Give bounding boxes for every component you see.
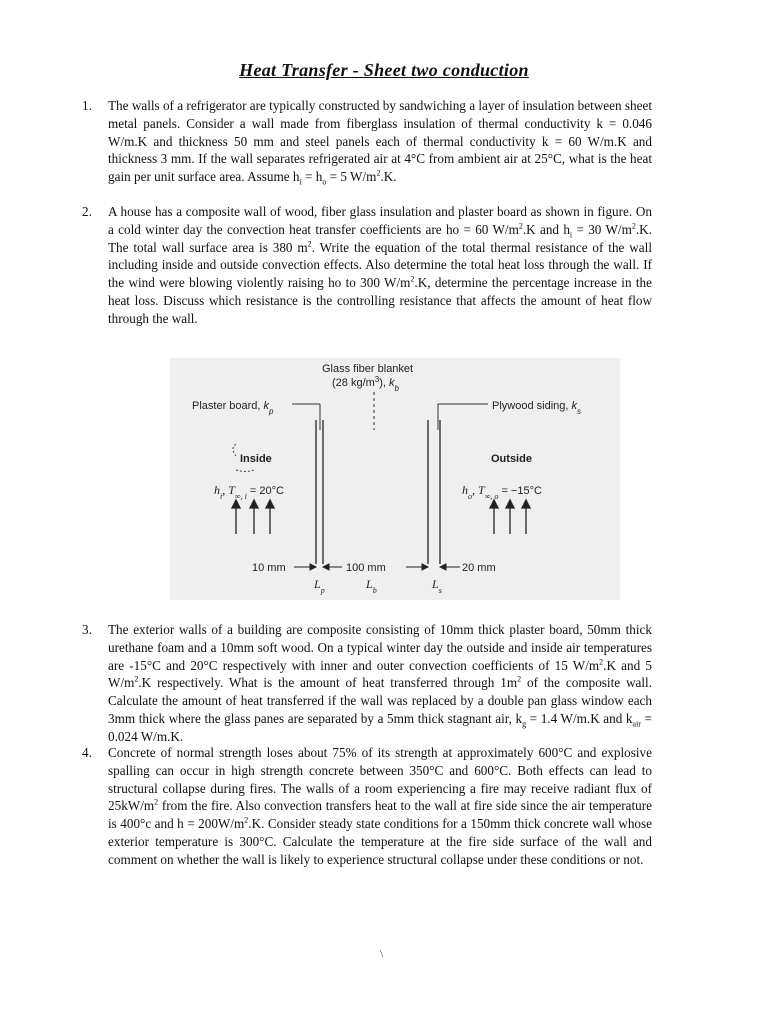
superscript: 2	[410, 274, 415, 284]
problem-number: 4.	[82, 745, 92, 760]
problem-text: = 5 W/m	[326, 169, 377, 185]
page-number: \	[380, 948, 384, 960]
problem-text: .K respectively. What is the amount of heat transferred through 1m	[138, 675, 518, 691]
problem-text: Concrete of normal strength loses about 75% of its strength at approximately 600°C and explosive spalling can occur in high strength concrete between 350°C and 600°C. Both effects can lead to structural collapse during fires. The walls of a room experiencing a fire may receive radiant flux of 25kW/m	[108, 745, 652, 814]
problem-3	[82, 621, 653, 746]
problem-text: .K and h	[522, 221, 570, 237]
problem-text: The exterior walls of a building are composite consisting of 10mm thick plaster board, 50mm thick urethane foam and a 10mm soft wood. On a typical winter day the outside and inside air temperatures are -15°C and 20°C respectively with inner and outer convection coefficients of 15 W/m	[108, 622, 652, 673]
problem-text: of the composite wall. Calculate the amount of heat transferred if the wall was replaced by a double pan glass window each 3mm thick where the glass panes are separated by a 5mm thick stagnant air, k	[108, 675, 653, 726]
wall-diagram	[170, 358, 620, 600]
dimension-glass: 100 mm	[346, 562, 386, 574]
composite-wall-figure	[170, 358, 620, 600]
inside-conditions: $h_i$, $T_{\infty, i} = 20^\circ C$	[214, 483, 284, 501]
superscript: 2	[518, 221, 523, 231]
subscript: i	[299, 177, 302, 187]
inside-label: Inside	[240, 453, 272, 465]
problem-text: from the fire. Also convection transfers heat to the wall at fire side since the air temperature is 400°c and h = 200W/m	[108, 798, 652, 832]
problem-text: .K, determine the percentage increase in the heat loss. Discuss which resistance is the controlling resistance that affects the amount of heat flow through the wall.	[108, 275, 653, 326]
problem-text: .K.	[380, 169, 397, 185]
problem-1	[82, 97, 652, 187]
subscript: g	[522, 719, 527, 729]
problem-text: .K and 5 W/m	[108, 657, 652, 691]
problem-text: = 30 W/m	[572, 221, 632, 237]
problem-text: .K. The total wall surface area is 380 m	[108, 221, 652, 255]
problem-text: .K. Consider steady state conditions for a 150mm thick concrete wall whose exterior temperature is 300°C. Calculate the temperature at the fire side surface of the wall and comment on whether the wall is likely to experience structural collapse under these conditions or not.	[108, 816, 652, 867]
outside-label: Outside	[491, 453, 532, 465]
glass-fiber-density-label: (28 $kg/m^3$), $k_b$	[332, 374, 399, 393]
glass-fiber-label: Glass fiber blanket	[322, 363, 414, 375]
subscript: i	[569, 230, 573, 240]
dimension-plaster: 10 mm	[252, 562, 286, 574]
outside-flow-arrows	[490, 500, 530, 534]
superscript: 2	[376, 168, 381, 178]
superscript: 2	[517, 675, 522, 684]
problem-text: . Write the equation of the total thermal resistance of the wall including inside and outside convection effects. Also determine the total heat loss through the wall. If the wind were blowing violently raising ho to 300 W/m	[108, 239, 652, 291]
label-L-b: $L_b$	[366, 577, 377, 595]
inside-flow-arrows	[232, 500, 274, 534]
problem-text: = 1.4 W/m.K and k	[526, 710, 633, 726]
problem-2	[82, 203, 653, 328]
superscript: 2	[154, 798, 159, 807]
problem-number: 3.	[82, 622, 92, 637]
subscript: o	[322, 177, 327, 187]
label-L-p: $L_p$	[314, 577, 325, 595]
outside-conditions: $h_o$, $T_{\infty, o} = -15^\circ C$	[462, 483, 542, 501]
problem-text: A house has a composite wall of wood, fiber glass insulation and plaster board as shown in figure. On a cold winter day the convection heat transfer coefficients are ho = 60 W/m	[108, 204, 652, 237]
superscript: 2	[631, 221, 636, 231]
dimension-plywood: 20 mm	[462, 562, 496, 574]
problem-text: The walls of a refrigerator are typically constructed by sandwiching a layer of insulation between sheet metal panels. Consider a wall made from fiberglass insulation of thermal conductivity k = 0.046 W/m.K and thickness 50 mm and steel panels each of thermal conductivity k = 60 W/m.K and thickness 3 mm. If the wall separates refrigerated air at 4°C from ambient air at 25°C, what is the heat gain per unit surface area. Assume h	[108, 98, 652, 185]
superscript: 2	[134, 675, 139, 684]
problem-text: = h	[301, 169, 323, 185]
problem-number: 2.	[82, 204, 92, 219]
plaster-board-label: Plaster board, $k_p$	[192, 400, 274, 416]
superscript: 2	[307, 239, 312, 249]
label-L-s: $L_s$	[432, 577, 442, 595]
superscript: 2	[599, 657, 604, 667]
problem-text: = 0.024 W/m.K.	[108, 710, 652, 744]
subscript: air	[632, 719, 641, 729]
page-title: Heat Transfer - Sheet two conduction	[239, 60, 529, 80]
plywood-siding-label: Plywood siding, $k_s$	[492, 400, 581, 416]
problem-4	[82, 744, 652, 869]
superscript: 2	[244, 815, 249, 825]
problem-number: 1.	[82, 98, 92, 113]
